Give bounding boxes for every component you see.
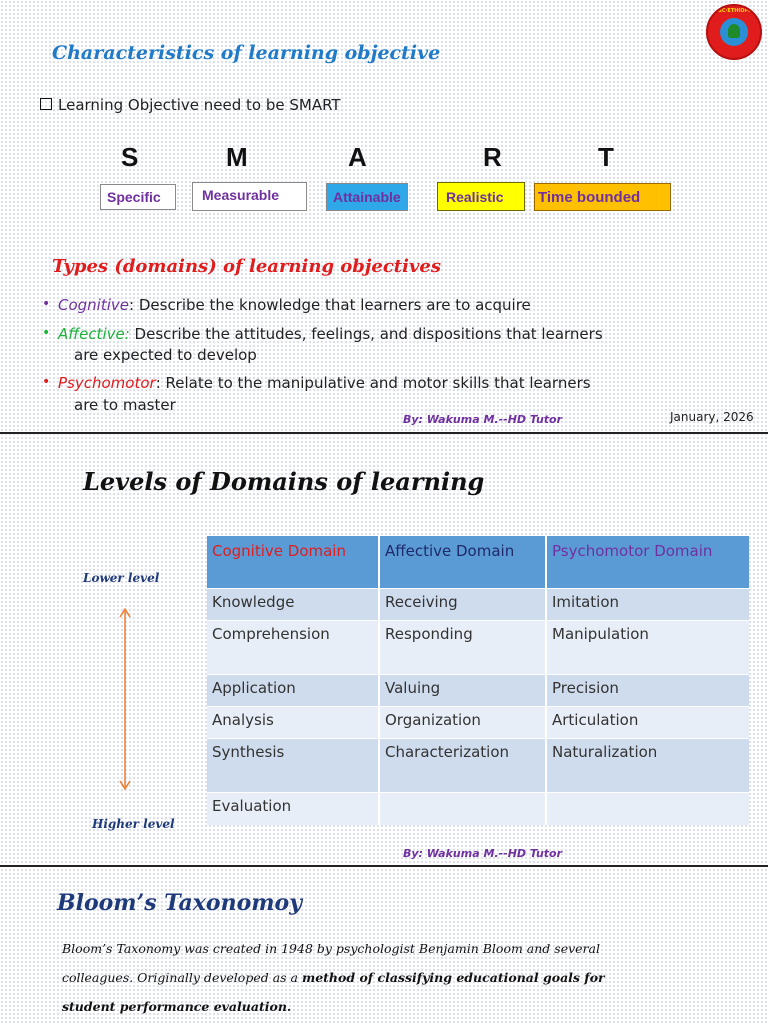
type-item-affective-cont: are expected to develop [74,346,257,364]
header-cognitive: Cognitive Domain [207,536,379,589]
slide1-title: Characteristics of learning objective [52,42,441,64]
types-title: Types (domains) of learning objectives [52,256,442,277]
header-affective: Affective Domain [379,536,546,589]
table-row [207,793,749,825]
smart-letter-m: M [226,142,248,172]
slide1-date: January, 2026 [670,410,754,424]
higher-level-label: Higher level [92,817,175,831]
bloom-line-3: student performance evaluation. [62,999,292,1014]
smart-letter-a: A [348,142,367,172]
table-cell: Manipulation [546,621,749,675]
slide3-title: Bloom’s Taxonomoy [57,890,302,916]
table-cell: Receiving [379,589,546,621]
bloom-line-2: colleagues. Originally developed as a method of classifying educational goals for [62,970,605,985]
table-row [207,589,749,621]
type-item-psychomotor-cont: are to master [74,396,176,414]
bloom-paragraph [62,934,702,1021]
bullet-dot-icon: • [42,325,51,341]
slide-smart [0,0,768,432]
type-item-affective: • Affective: Describe the attitudes, feelings, and dispositions that learners [42,325,603,343]
table-cell: Articulation [546,707,749,739]
smart-box-realistic: Realistic [437,182,525,211]
table-cell: Comprehension [207,621,379,675]
smart-box-measurable: Measurable [192,182,307,211]
table-row [207,675,749,707]
table-cell: Naturalization [546,739,749,793]
domains-table [207,536,749,825]
smart-letter-s: S [121,142,139,172]
bullet-dot-icon: • [42,296,51,312]
table-cell: Knowledge [207,589,379,621]
type-item-psychomotor: • Psychomotor: Relate to the manipulative and motor skills that learners [42,374,591,392]
smart-box-specific: Specific [100,184,176,210]
checkbox-bullet-icon [40,98,52,110]
table-cell: Valuing [379,675,546,707]
table-row [207,621,749,675]
slide2-title: Levels of Domains of learning [83,467,485,496]
table-cell: Responding [379,621,546,675]
logo-seal-icon: DSC·ETHIOPIA [706,4,762,60]
table-cell: Synthesis [207,739,379,793]
table-cell: Organization [379,707,546,739]
smart-letter-r: R [483,142,502,172]
smart-box-attainable: Attainable [326,183,408,211]
table-cell: Analysis [207,707,379,739]
double-arrow-icon [115,605,135,795]
slide1-footer: By: Wakuma M.--HD Tutor [403,413,563,426]
type-item-cognitive: • Cognitive: Describe the knowledge that learners are to acquire [42,296,531,314]
table-cell: Imitation [546,589,749,621]
table-cell: Characterization [379,739,546,793]
lower-level-label: Lower level [83,571,160,585]
intro-bullet: Learning Objective need to be SMART [40,96,341,114]
slide-levels [0,433,768,865]
table-row [207,707,749,739]
table-cell [379,793,546,825]
smart-letter-t: T [598,142,614,172]
slide-bloom [0,866,768,1024]
bloom-line-1: Bloom’s Taxonomy was created in 1948 by psychologist Benjamin Bloom and several [62,941,600,956]
table-cell [546,793,749,825]
smart-box-time-bounded: Time bounded [534,183,671,211]
slide2-footer: By: Wakuma M.--HD Tutor [403,847,563,860]
bullet-dot-icon: • [42,374,51,390]
table-cell: Application [207,675,379,707]
table-cell: Evaluation [207,793,379,825]
table-row [207,739,749,793]
header-psychomotor: Psychomotor Domain [546,536,749,589]
table-cell: Precision [546,675,749,707]
